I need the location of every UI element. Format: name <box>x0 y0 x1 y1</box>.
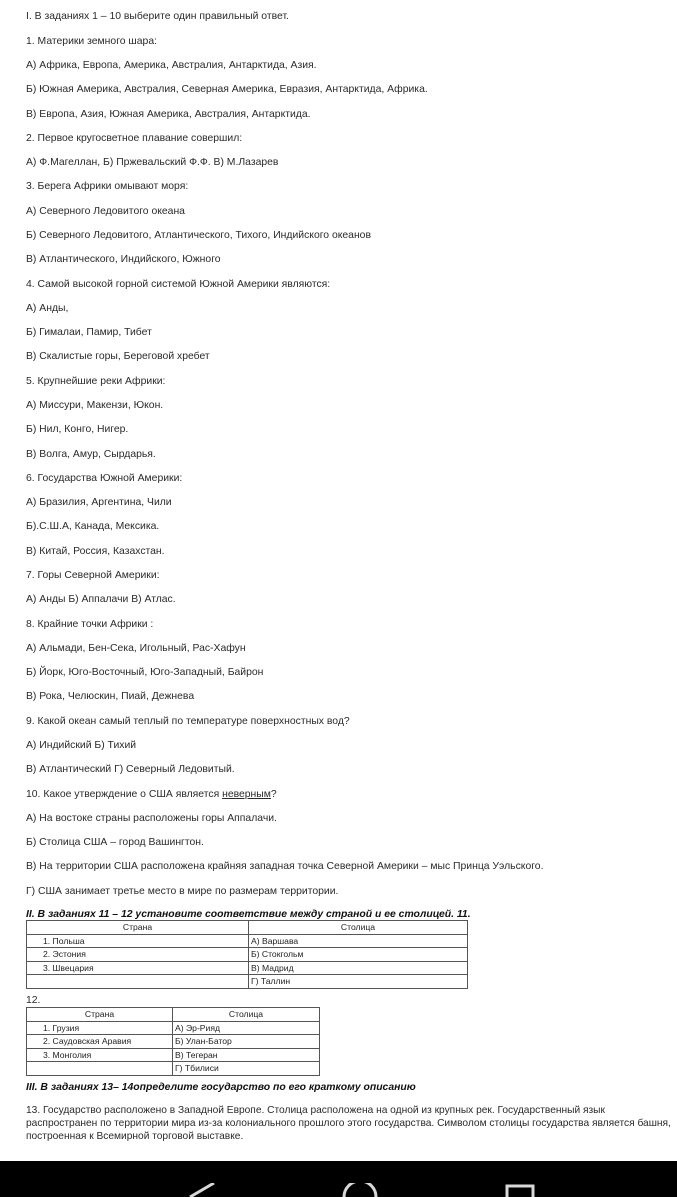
line-q6-c: В) Китай, Россия, Казахстан. <box>26 546 165 557</box>
table-row <box>27 1062 320 1076</box>
country-cell: 2. Эстония <box>27 948 249 962</box>
q10-prefix: 10. Какое утверждение о США является <box>26 789 223 800</box>
section2-title: II. В заданиях 11 – 12 установите соответствие между страной и ее столицей. 11. <box>26 909 471 920</box>
line-q6: 6. Государства Южной Америки: <box>26 473 183 484</box>
section1-title: I. В заданиях 1 – 10 выберите один правильный ответ. <box>26 11 289 22</box>
table-header <box>27 1008 320 1022</box>
country-cell <box>27 1062 173 1076</box>
home-icon[interactable] <box>341 1183 379 1197</box>
q10-suffix: ? <box>270 789 277 800</box>
table-row <box>27 1021 320 1035</box>
line-q5: 5. Крупнейшие реки Африки: <box>26 376 166 387</box>
capital-cell: Б) Стокгольм <box>249 948 468 962</box>
capital-cell: Б) Улан-Батор <box>173 1035 320 1049</box>
line-q5-b: Б) Нил, Конго, Нигер. <box>26 424 129 435</box>
country-cell: 3. Швецария <box>27 961 249 975</box>
table-row <box>27 1035 320 1049</box>
recents-icon[interactable] <box>504 1183 536 1197</box>
line-q5-a: А) Миссури, Макензи, Юкон. <box>26 400 164 411</box>
table-12 <box>26 1007 320 1076</box>
header-country: Страна <box>27 921 249 935</box>
country-cell: 1. Грузия <box>27 1021 173 1035</box>
line-q1-b: Б) Южная Америка, Австралия, Северная Америка, Евразия, Антарктида, Африка. <box>26 84 428 95</box>
line-q10-a: А) На востоке страны расположены горы Аппалачи. <box>26 813 277 824</box>
capital-cell: В) Тегеран <box>173 1048 320 1062</box>
line-q7-a: А) Анды Б) Аппалачи В) Атлас. <box>26 594 176 605</box>
question-13: 13. Государство расположено в Западной Европе. Столица расположена на одной из крупных рек. Государственный язык распространен по территории мира из-за колониального прошлого этого государства. Символом столицы государства является башня, построенная к Всемирной торговой выставке. <box>26 1105 671 1143</box>
country-cell: 2. Саудовская Аравия <box>27 1035 173 1049</box>
line-q2-a: А) Ф.Магеллан, Б) Пржевальский Ф.Ф. В) М.Лазарев <box>26 157 279 168</box>
section3-title: III. В заданиях 13– 14определите государство по его краткому описанию <box>26 1082 416 1093</box>
capital-cell: А) Варшава <box>249 934 468 948</box>
line-q4: 4. Самой высокой горной системой Южной Америки являются: <box>26 279 331 290</box>
table-header <box>27 921 468 935</box>
line-q8-a: А) Альмади, Бен-Сека, Игольный, Рас-Хафун <box>26 643 246 654</box>
line-q10-b: Б) Столица США – город Вашингтон. <box>26 837 204 848</box>
line-q6-a: А) Бразилия, Аргентина, Чили <box>26 497 172 508</box>
line-q7: 7. Горы Северной Америки: <box>26 570 160 581</box>
line-q2: 2. Первое кругосветное плавание совершил: <box>26 133 243 144</box>
header-capital: Столица <box>173 1008 320 1022</box>
label-12: 12. <box>26 995 41 1006</box>
line-q10-c: В) На территории США расположена крайняя западная точка Северной Америки – мыс Принца Уэльского. <box>26 861 544 872</box>
line-q8-c: В) Рока, Челюскин, Пиай, Дежнева <box>26 691 195 702</box>
table-row <box>27 1048 320 1062</box>
line-q10 <box>26 789 277 800</box>
capital-cell: Г) Тбилиси <box>173 1062 320 1076</box>
country-cell: 1. Польша <box>27 934 249 948</box>
line-q1-a: А) Африка, Европа, Америка, Австралия, Антарктида, Азия. <box>26 60 317 71</box>
country-cell: 3. Монголия <box>27 1048 173 1062</box>
table-11 <box>26 920 468 989</box>
capital-cell: В) Мадрид <box>249 961 468 975</box>
capital-cell: Г) Таллин <box>249 975 468 989</box>
line-q10-d: Г) США занимает третье место в мире по размерам территории. <box>26 886 339 897</box>
line-q6-b: Б).С.Ш.А, Канада, Мексика. <box>26 521 160 532</box>
table-row <box>27 934 468 948</box>
line-q3-a: А) Северного Ледовитого океана <box>26 206 185 217</box>
line-q1: 1. Материки земного шара: <box>26 36 157 47</box>
line-q4-a: А) Анды, <box>26 303 69 314</box>
line-q4-b: Б) Гималаи, Памир, Тибет <box>26 327 152 338</box>
line-q9-a: А) Индийский Б) Тихий <box>26 740 137 751</box>
table-row <box>27 948 468 962</box>
line-q3: 3. Берега Африки омывают моря: <box>26 181 189 192</box>
line-q5-c: В) Волга, Амур, Сырдарья. <box>26 449 156 460</box>
q10-underlined: неверным <box>222 789 271 800</box>
line-q9-b: В) Атлантический Г) Северный Ледовитый. <box>26 764 235 775</box>
line-q8: 8. Крайние точки Африки : <box>26 619 154 630</box>
back-icon[interactable] <box>186 1183 218 1197</box>
system-navigation-bar <box>0 1161 677 1197</box>
country-cell <box>27 975 249 989</box>
line-q3-b: Б) Северного Ледовитого, Атлантического, Тихого, Индийского океанов <box>26 230 371 241</box>
line-q1-c: В) Европа, Азия, Южная Америка, Австралия, Антарктида. <box>26 109 311 120</box>
line-q4-c: В) Скалистые горы, Береговой хребет <box>26 351 210 362</box>
table-row <box>27 975 468 989</box>
table-row <box>27 961 468 975</box>
header-capital: Столица <box>249 921 468 935</box>
capital-cell: А) Эр-Рияд <box>173 1021 320 1035</box>
line-q9: 9. Какой океан самый теплый по температуре поверхностных вод? <box>26 716 350 727</box>
line-q8-b: Б) Йорк, Юго-Восточный, Юго-Западный, Байрон <box>26 667 264 678</box>
line-q3-c: В) Атлантического, Индийского, Южного <box>26 254 221 265</box>
header-country: Страна <box>27 1008 173 1022</box>
